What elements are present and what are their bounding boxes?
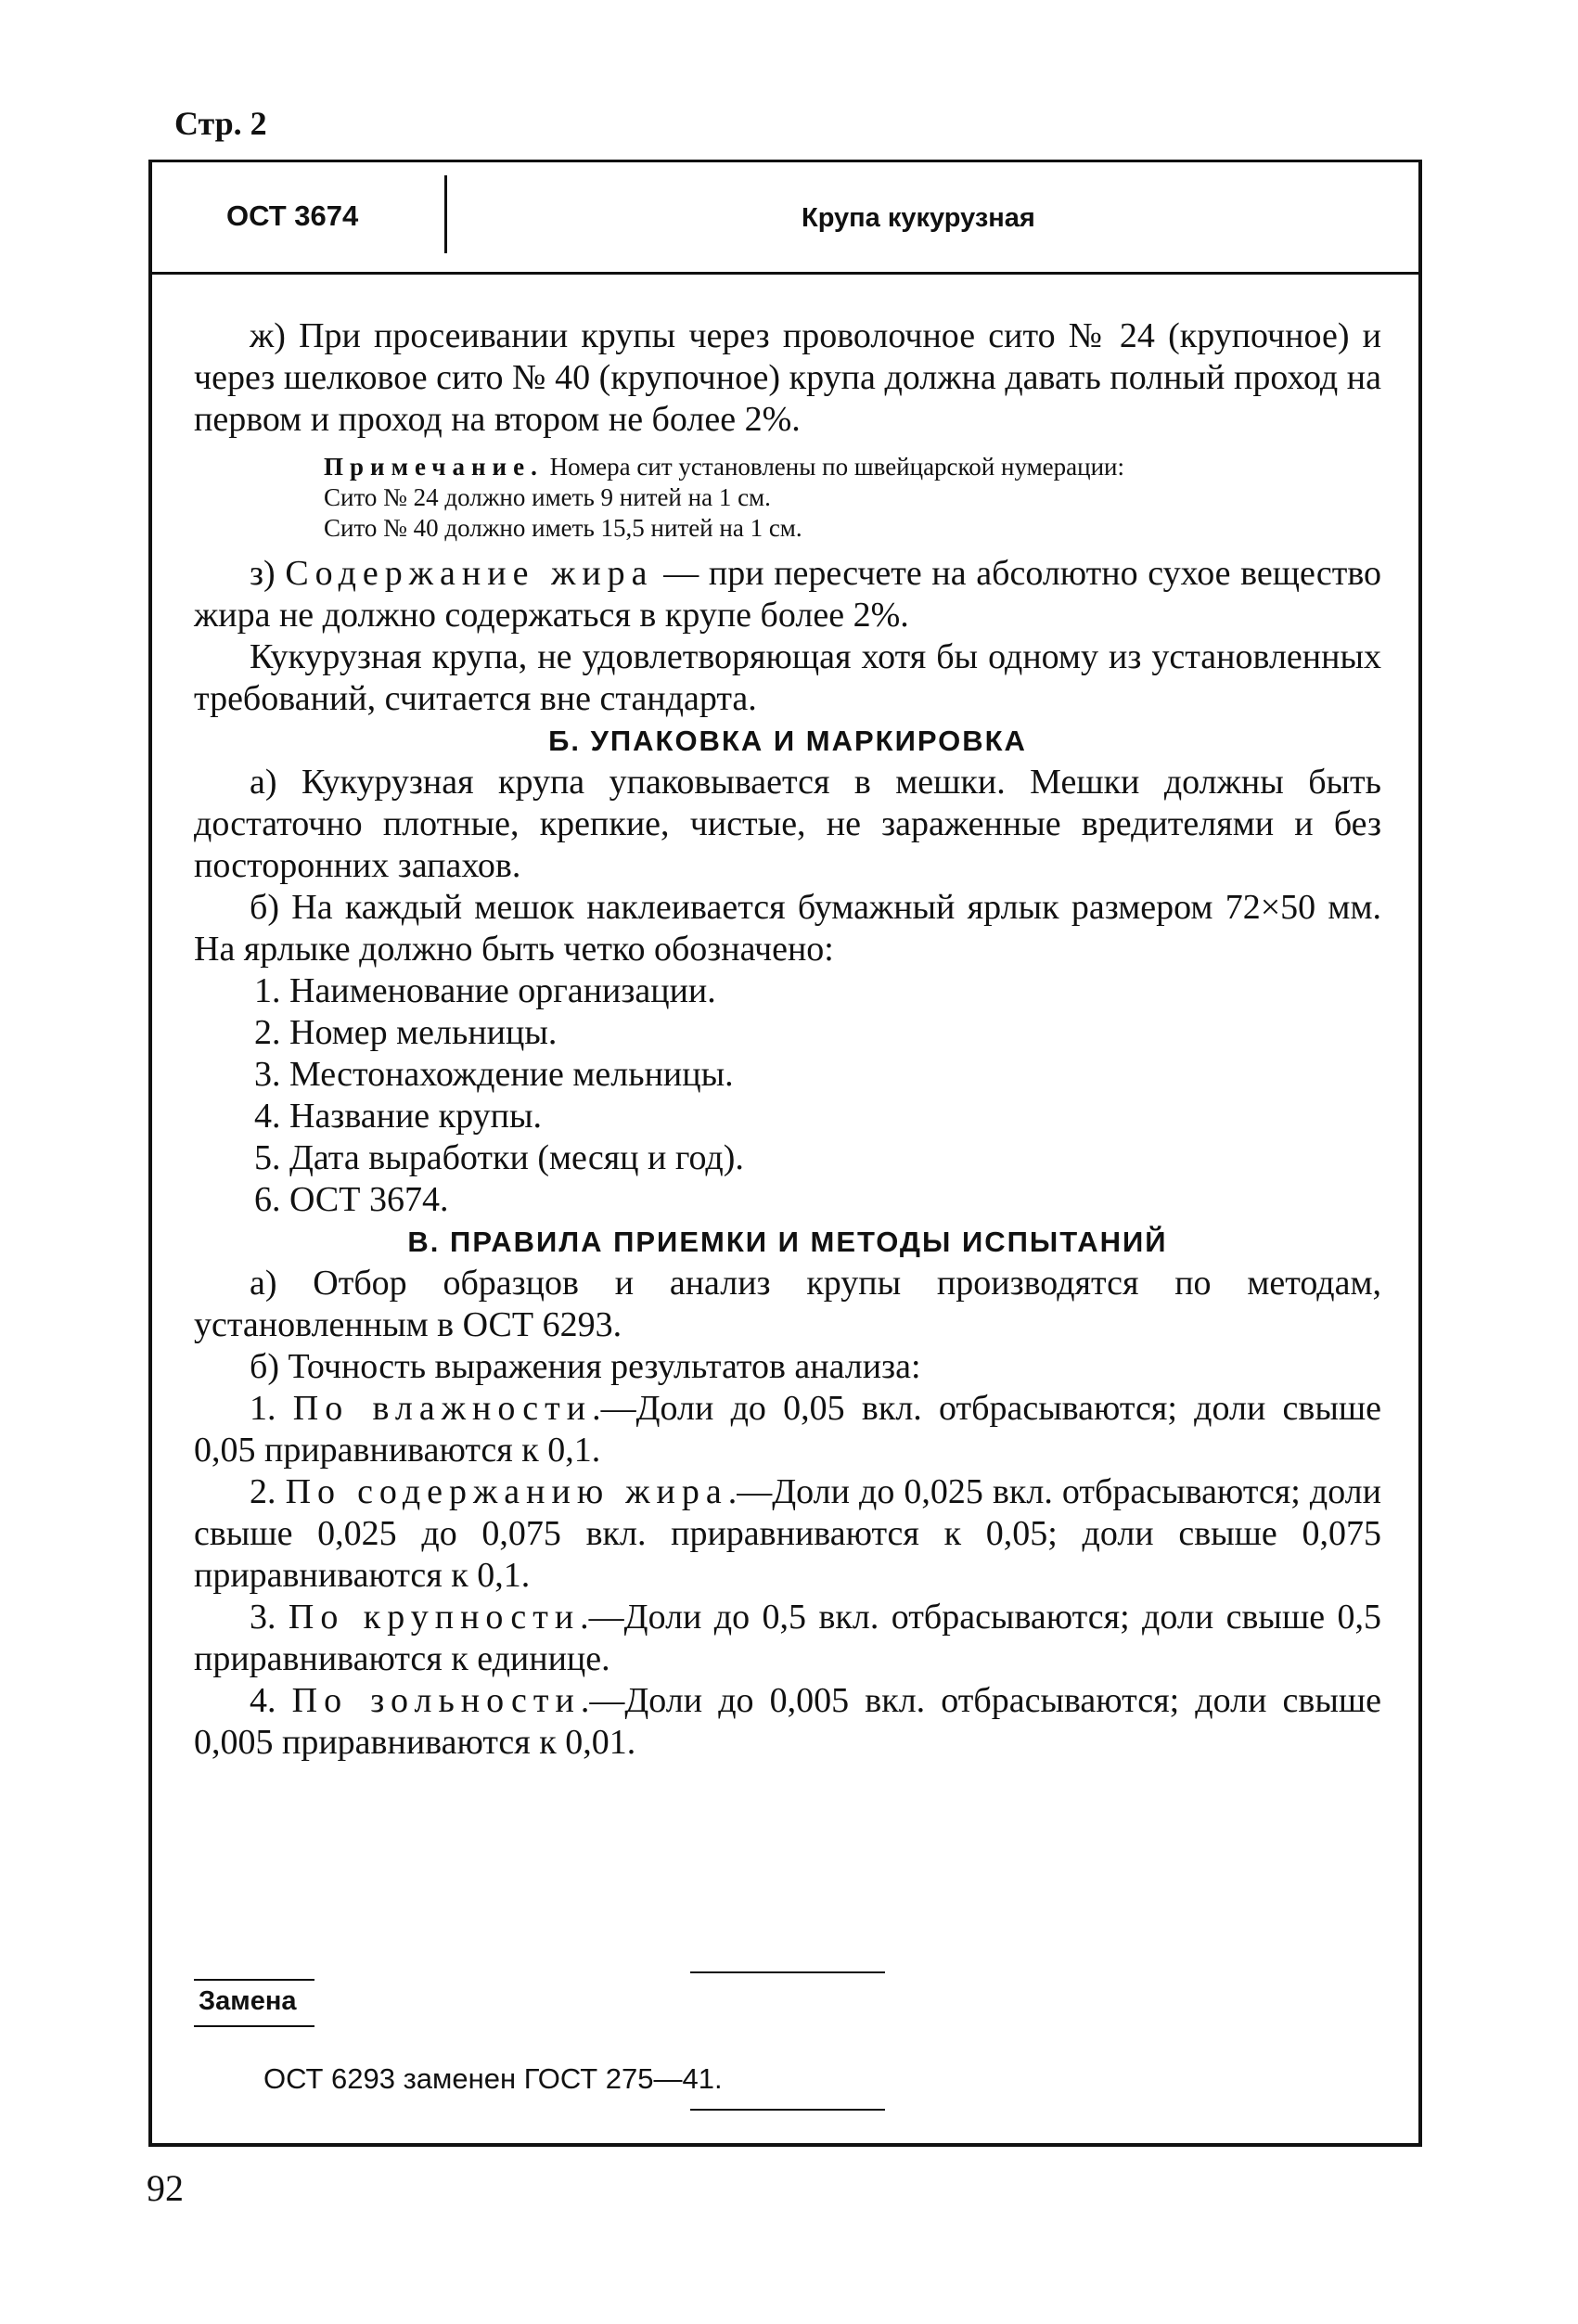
section-v-heading: В. ПРАВИЛА ПРИЕМКИ И МЕТОДЫ ИСПЫТАНИЙ	[407, 1226, 1168, 1258]
document-title: Крупа кукурузная	[802, 203, 1035, 233]
paragraph-zh: ж) При просеивании крупы через проволочное сито № 24 (крупочное) и через шелковое сито № 40 (крупочное) крупа должна давать полный проход на первом и проход на втором не более 2%.	[194, 316, 1381, 439]
rule-item: 3. По крупности.—Доли до 0,5 вкл. отбрасываются; доли свыше 0,5 приравниваются к единице.	[194, 1598, 1381, 1678]
page-label: Стр. 2	[174, 105, 267, 142]
divider-top	[690, 1971, 885, 1973]
document-header	[152, 162, 1418, 275]
note-line-1: Сито № 24 должно иметь 9 нитей на 1 см.	[324, 483, 771, 511]
section-b-para-b: б) На каждый мешок наклеивается бумажный ярлык размером 72×50 мм. На ярлыке должно быть четко обозначено:	[194, 888, 1381, 969]
note-line-2: Сито № 40 должно иметь 15,5 нитей на 1 см.	[324, 514, 802, 542]
note-block	[194, 452, 1381, 544]
section-b-heading: Б. УПАКОВКА И МАРКИРОВКА	[548, 725, 1027, 757]
rule-item: 4. По зольности.—Доли до 0,005 вкл. отбрасываются; доли свыше 0,005 приравниваются к 0,01.	[194, 1681, 1382, 1762]
replacement-underline	[194, 2025, 314, 2027]
paragraph-z: з) Содержание жира — при пересчете на абсолютно сухое вещество жира не должно содержаться в крупе более 2%.	[194, 554, 1381, 635]
note-text: Номера сит установлены по швейцарской нумерации:	[543, 453, 1124, 481]
list-item: 5. Дата выработки (месяц и год).	[254, 1138, 744, 1177]
section-b-para-a: а) Кукурузная крупа упаковывается в мешки. Мешки должны быть достаточно плотные, крепкие, чистые, не зараженные вредителями и без посторонних запахов.	[194, 763, 1381, 885]
section-v-para-b: б) Точность выражения результатов анализа:	[250, 1347, 921, 1386]
list-item: 3. Местонахождение мельницы.	[254, 1055, 734, 1094]
note-label: Примечание.	[324, 453, 544, 481]
spaced-term: Содержание жира	[285, 554, 654, 593]
replacement-overline	[194, 1979, 314, 1981]
standard-number: ОСТ 3674	[226, 199, 359, 232]
rule-item: 1. По влажности.—Доли до 0,05 вкл. отбрасываются; доли свыше 0,05 приравниваются к 0,1.	[194, 1389, 1382, 1470]
list-item: 2. Номер мельницы.	[254, 1013, 558, 1052]
document-frame	[148, 160, 1422, 2147]
list-item: 1. Наименование организации.	[254, 971, 716, 1010]
document-body	[194, 315, 1381, 1764]
section-v-para-a: а) Отбор образцов и анализ крупы производятся по методам, установленным в ОСТ 6293.	[194, 1264, 1381, 1344]
header-separator	[444, 175, 447, 253]
list-item: 4. Название крупы.	[254, 1097, 542, 1136]
page-number: 92	[147, 2167, 184, 2209]
replacement-text: ОСТ 6293 заменен ГОСТ 275—41.	[263, 2062, 723, 2095]
rule-item: 2. По содержанию жира.—Доли до 0,025 вкл. отбрасываются; доли свыше 0,025 до 0,075 вкл. приравниваются к 0,05; доли свыше 0,075 приравниваются к 0,1.	[194, 1472, 1381, 1595]
replacement-label: Замена	[199, 1986, 297, 2016]
list-item: 6. ОСТ 3674.	[254, 1180, 449, 1219]
divider-bottom	[690, 2109, 885, 2111]
paragraph-nonstandard: Кукурузная крупа, не удовлетворяющая хотя бы одному из установленных требований, считается вне стандарта.	[194, 637, 1381, 718]
